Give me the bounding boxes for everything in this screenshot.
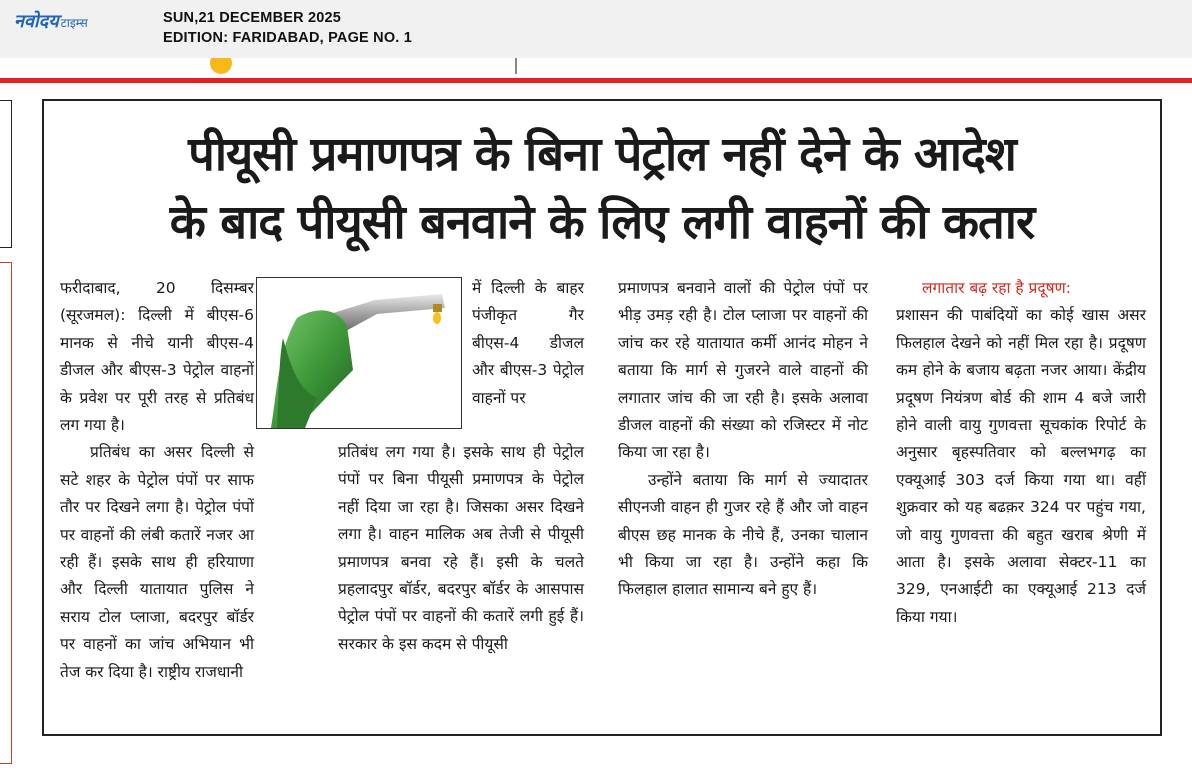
section-subhead: लगातार बढ़ रहा है प्रदूषण: <box>922 279 1071 297</box>
article-column-2 <box>338 439 584 658</box>
article-headline <box>44 121 1160 257</box>
neighbor-column-border <box>0 262 12 764</box>
clipped-strip <box>0 58 1192 76</box>
newspaper-logo[interactable] <box>14 9 88 35</box>
article-column-4 <box>896 275 1146 631</box>
edition-header <box>0 0 1192 58</box>
sun-icon <box>210 58 232 74</box>
body-paragraph: प्रतिबंध का असर दिल्ली से सटे शहर के पेट्रोल पंपों पर साफ तौर पर दिखने लगा है। पेट्रोल पंपों पर वाहनों की लंबी कतारें नजर आ रही हैं। इसके साथ ही हरियाणा और दिल्ली यातायात पुलिस ने सराय टोल प्लाजा, बदरपुर बॉर्डर पर वाहनों का जांच अभियान भी तेज कर दिया है। राष्ट्रीय राजधानी <box>60 443 254 681</box>
headline-line-2: के बाद पीयूसी बनवाने के लिए लगी वाहनों की कतार <box>169 195 1035 250</box>
article-box[interactable] <box>42 99 1162 736</box>
article-column-1 <box>60 275 254 686</box>
red-rule <box>0 78 1192 83</box>
next-article-fragment <box>0 750 1192 775</box>
body-paragraph: में दिल्ली के बाहर पंजीकृत गैर बीएस-4 डीजल और बीएस-3 पेट्रोल वाहनों पर <box>472 279 584 407</box>
neighbor-column-fragment <box>0 100 12 248</box>
headline-line-1: पीयूसी प्रमाणपत्र के बिना पेट्रोल नहीं देने के आदेश <box>188 127 1016 182</box>
body-paragraph: प्रमाणपत्र बनवाने वालों की पेट्रोल पंपों पर भीड़ उमड़ रही है। टोल प्लाजा पर वाहनों की जांच कर रहे यातायात कर्मी आनंद मोहन ने बताया कि मार्ग से गुजरने वाले वाहनों की लगातार जांच की जा रही है। इसके अलावा डीजल वाहनों की संख्या को रजिस्टर में नोट किया जा रहा है। <box>618 279 868 462</box>
body-paragraph: उन्होंने बताया कि मार्ग से ज्यादातर सीएनजी वाहन ही गुजर रहे हैं और जो वाहन बीएस छह मानक के नीचे हैं, उनका चालान भी किया जा रहा है। उन्होंने कहा कि फिलहाल हालात सामान्य बने हुए हैं। <box>618 470 868 599</box>
article-column-2-top <box>472 275 584 412</box>
dateline-paragraph: फरीदाबाद, 20 दिसम्बर (सूरजमल): दिल्ली में बीएस-6 मानक से नीचे यानी बीएस-4 डीजल और बीएस-3 पेट्रोल वाहनों के प्रवेश पर पूरी तरह से प्रतिबंध लग गया है। <box>60 279 254 435</box>
body-paragraph: प्रतिबंध लग गया है। इसके साथ ही पेट्रोल पंपों पर बिना पीयूसी प्रमाणपत्र के पेट्रोल नहीं दिया जा रहा है। जिसका असर दिखने लगा है। वाहन मालिक अब तेजी से पीयूसी प्रमाणपत्र बनवा रहे हैं। इसी के चलते प्रहलादपुर बॉर्डर, बदरपुर बॉर्डर के आसपास पेट्रोल पंपों पर वाहनों की कतारें लगी हुई हैं। सरकार के इस कदम से पीयूसी <box>338 443 584 653</box>
logo-sub-text: टाइम्स <box>60 16 88 30</box>
fuel-nozzle-icon <box>257 278 461 428</box>
edition-date: SUN,21 DECEMBER 2025 <box>163 10 342 26</box>
body-paragraph: प्रशासन की पाबंदियों का कोई खास असर फिलहाल देखने को नहीं मिल रहा है। प्रदूषण कम होने के बजाय बढ़ता नजर आया। केंद्रीय प्रदूषण नियंत्रण बोर्ड की शाम 4 बजे जारी होने वाली वायु गुणवत्ता सूचकांक रिपोर्ट के अनुसार बृहस्पतिवार को बल्लभगढ़ का एक्यूआई 303 दर्ज किया गया था। वहीं शुक्रवार को यह बढक़र 324 पर पहुंच गया, जो वायु गुणवत्ता की बहुत खराब श्रेणी में आता है। इसके अलावा सेक्टर-11 का 329, एनआईटी का एक्यूआई 213 दर्ज किया गया। <box>896 306 1146 626</box>
fuel-nozzle-image <box>256 277 462 429</box>
edition-meta <box>163 8 412 48</box>
strip-divider <box>515 58 517 74</box>
logo-main-text: नवोदय <box>14 11 59 32</box>
article-column-3 <box>618 275 868 604</box>
edition-page: EDITION: FARIDABAD, PAGE NO. 1 <box>163 30 413 46</box>
